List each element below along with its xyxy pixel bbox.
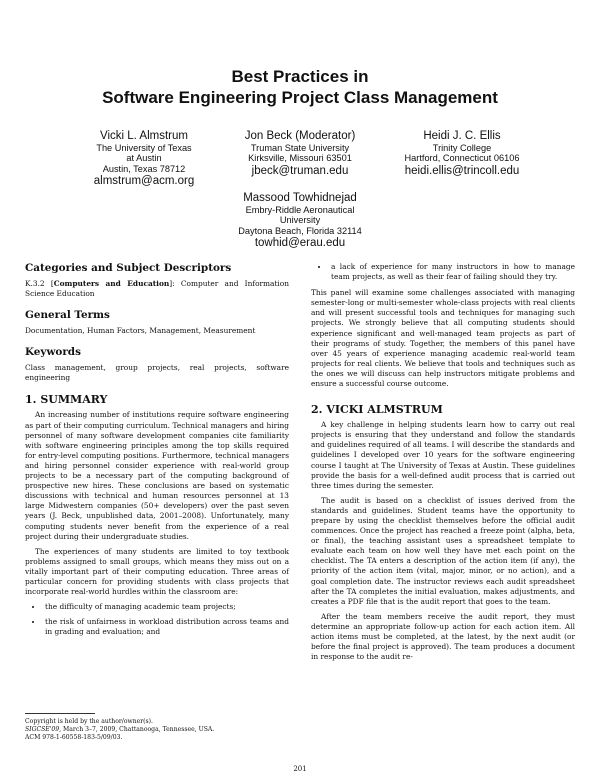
list-item: • the difficulty of managing academic team projects; [43,602,289,612]
author-address: Kirksville, Missouri 63501 [248,153,352,164]
keywords-text: Class management, group projects, real projects, software engineering [25,363,289,383]
title-line-2: Software Engineering Project Class Management [102,88,498,107]
author-almstrum [74,129,214,188]
almstrum-paragraph-3: After the team members receive the audit report, they must determine an appropriate follow-up action for each action item. All action items must be completed, at the latest, by the next audit (or before the final project is approved). The team produces a document in response to the audit re- [311,611,575,662]
summary-paragraph-3: This panel will examine some challenges associated with managing semester-long or multi-semester whole-class projects with real clients and will present successful tools and techniques for managing such projects. We strongly believe that all computing students should experience significant and well-managed team projects as part of their programs of study. Together, the members of this panel have over 45 years of experience managing academic real-world team projects for real clients. We believe that tools and techniques such as the ones we will discuss can help instructors mitigate problems and ensure a successful course outcome. [311,288,575,389]
paper-title [0,66,600,108]
author-email: almstrum@acm.org [93,175,195,188]
category-bold: Computers and Education [53,279,170,288]
title-line-1: Best Practices in [231,67,369,86]
left-column [25,262,289,643]
author-address: Hartford, Connecticut 06106 [404,153,520,164]
author-email: heidi.ellis@trincoll.edu [404,164,520,177]
author-ellis [387,129,537,178]
footnote-line: Copyright is held by the author/owner(s). [25,718,153,725]
author-email: jbeck@truman.edu [251,164,349,177]
concerns-list-continued [311,262,575,282]
list-item: • a lack of experience for many instructors in how to manage team projects, as well as their fear of failing should they try. [329,262,575,282]
categories-heading: Categories and Subject Descriptors [25,262,232,274]
keywords-heading: Keywords [25,346,81,359]
author-email: towhid@erau.edu [254,237,346,250]
author-beck [227,129,373,178]
general-terms-heading: General Terms [25,309,110,322]
venue-name: SIGCSE'09, [25,726,62,733]
venue-details: March 3–7, 2009, Chattanooga, Tennessee, USA. [61,726,215,733]
list-item: • the risk of unfairness in workload distribution across teams and in grading and evaluation; and [43,617,289,637]
category-rest: ]: Computer and Information Science Education [25,279,290,299]
footnote-line: ACM 978-1-60558-183-5/09/03. [25,734,123,741]
author-address: Daytona Beach, Florida 32114 [238,225,362,236]
summary-paragraph-1: An increasing number of institutions require software engineering as part of their computing curriculum. Technical managers and hiring personnel of many software development companies cite familiarity with software engineering principles among the top skills required for entry-level computing positions. Furthermore, technical managers and hiring personnel consider experience with real-world group projects to be a necessary part of the computing background of prospective new hires. These conclusions are based on systematic discussions with technical and human resources personnel at 13 large Midwestern companies (50+ developers) over the past seven years (J. Beck, unpublished data, 2001–2008). Unfortunately, many computing students never benefit from the experience of a real project during their undergraduate studies. [25,410,289,541]
author-towhidnejad [225,191,375,250]
author-affiliation: The University of Texas [96,143,192,153]
right-column [311,262,575,667]
author-affiliation: Truman State University [250,143,350,153]
almstrum-paragraph-2: The audit is based on a checklist of issues derived from the standards and guidelines. Student teams have the opportunity to prepare by using the checklist themselves before the official audit commences. Once the project has reached a freeze point (alpha, beta, or final), the teaching assistant uses a spreadsheet template to evaluate each team on how well they have met each point on the checklist. The TA enters a description of the action item (if any), the priority of the action item (vital, major, minor, or no action), and a goal completion date. The instructor reviews each audit spreadsheet after the TA completes the initial evaluation, makes adjustments, and creates a PDF file that is the audit report that goes to the team. [311,495,575,606]
almstrum-heading: 2. VICKI ALMSTRUM [311,403,443,417]
footnote-divider [25,713,95,714]
author-affiliation: Trinity College [432,143,492,153]
page-number: 201 [293,765,307,773]
author-affiliation: University [279,215,321,226]
footnote-line [25,726,289,734]
author-affiliation: at Austin [126,153,162,164]
author-name: Massood Towhidnejad [243,192,357,204]
author-affiliation: Embry-Riddle Aeronautical [245,205,355,215]
almstrum-paragraph-1: A key challenge in helping students learn how to carry out real projects is ensuring that they understand and follow the standards and guidelines required of all teams. I will describe the standards and guidelines I developed over 10 years for the software engineering course I taught at The University of Texas at Austin. These guidelines provide the basis for a well-defined audit process that is carried out three times during the semester. [311,420,575,490]
concerns-list [25,602,289,637]
general-terms-text: Documentation, Human Factors, Management, Measurement [25,326,256,336]
copyright-footnote [25,718,289,742]
author-address: Austin, Texas 78712 [102,163,186,174]
summary-heading: 1. SUMMARY [25,393,108,407]
author-name: Jon Beck (Moderator) [244,130,356,142]
author-name: Vicki L. Almstrum [100,130,188,142]
author-name: Heidi J. C. Ellis [423,130,501,142]
category-code: K.3.2 [ [25,279,54,288]
summary-paragraph-2: The experiences of many students are limited to toy textbook problems assigned to small groups, which means they miss out on a vitally important part of their computing education. Three areas of particular concern for providing students with class projects that incorporate real-world hurdles within the classroom are: [25,546,289,597]
categories-text [25,279,289,299]
